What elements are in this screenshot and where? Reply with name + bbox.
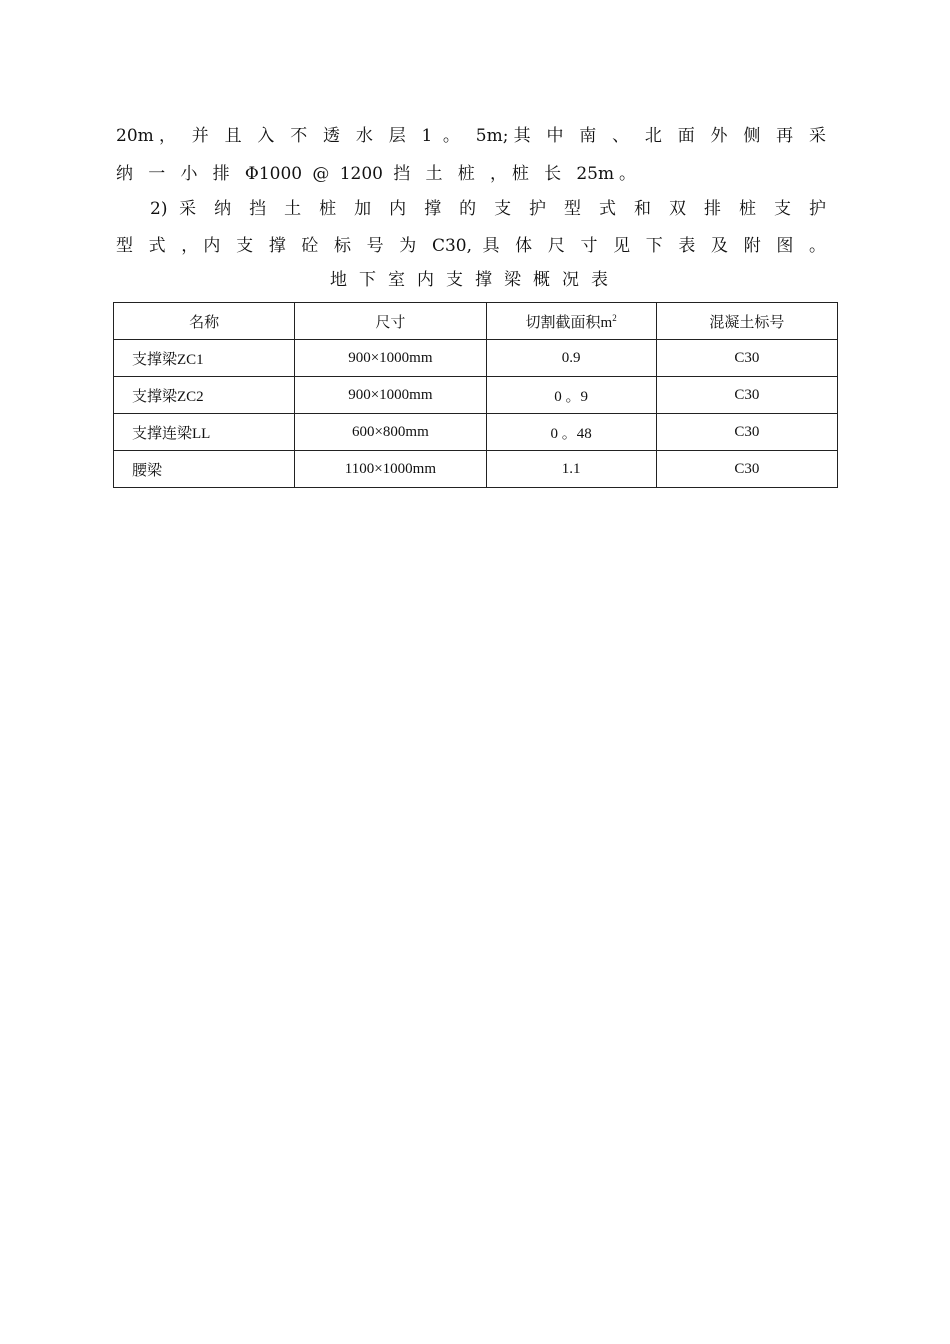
cell-grade: C30 <box>656 377 837 414</box>
cell-size: 900×1000mm <box>295 340 486 377</box>
paragraph-line-3: 2) 采 纳 挡 土 桩 加 内 撑 的 支 护 型 式 和 双 排 桩 支 护 <box>150 199 826 219</box>
cell-area: 0 。48 <box>486 414 656 451</box>
cell-size: 600×800mm <box>295 414 486 451</box>
cell-grade: C30 <box>656 414 837 451</box>
paragraph-line-4: 型 式 ，内 支 撑 砼 标 号 为 C30, 具 体 尺 寸 见 下 表 及 附 图 。 <box>116 236 826 256</box>
header-area-superscript: 2 <box>612 312 617 323</box>
table-row <box>114 451 838 488</box>
cell-size: 900×1000mm <box>295 377 486 414</box>
cell-name: 腰梁 <box>114 451 295 488</box>
cell-area: 1.1 <box>486 451 656 488</box>
header-area: 切割截面积$m^2$ <box>486 303 656 340</box>
table-caption: 地下室内支撑梁概况表 <box>330 270 620 290</box>
table-row <box>114 377 838 414</box>
table-row <box>114 414 838 451</box>
paragraph-line-1: 20m， 并 且 入 不 透 水 层 1 。 5m;其 中 南 、 北 面 外 侧 再 采 <box>116 126 826 146</box>
cell-size: 1100×1000mm <box>295 451 486 488</box>
cell-name: 支撑连梁LL <box>114 414 295 451</box>
paragraph-line-2: 纳 一 小 排 Φ1000 @ 1200 挡 土 桩 ，桩 长 25m。 <box>116 164 636 184</box>
table-row <box>114 340 838 377</box>
cell-name: 支撑梁ZC2 <box>114 377 295 414</box>
beam-table <box>113 302 838 488</box>
header-name: 名称 <box>114 303 295 340</box>
cell-grade: C30 <box>656 340 837 377</box>
table-header-row <box>114 303 838 340</box>
header-grade: 混凝土标号 <box>656 303 837 340</box>
cell-area: 0 。9 <box>486 377 656 414</box>
cell-name: 支撑梁ZC1 <box>114 340 295 377</box>
cell-grade: C30 <box>656 451 837 488</box>
header-size: 尺寸 <box>295 303 486 340</box>
cell-area: 0.9 <box>486 340 656 377</box>
